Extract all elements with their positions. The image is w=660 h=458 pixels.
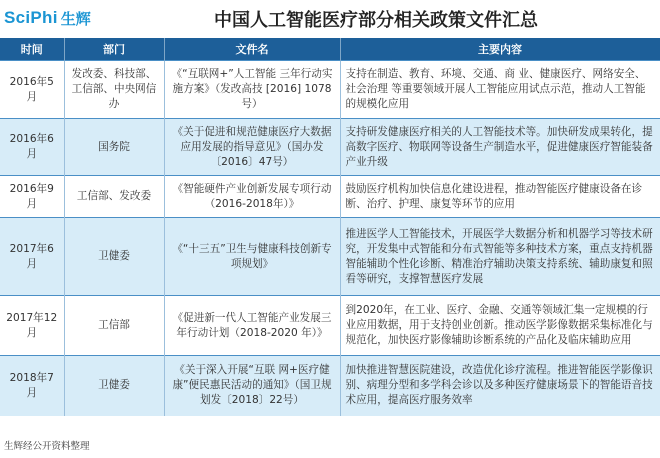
cell-content: 到2020年，在工业、医疗、金融、交通等领域汇集一定规模的行业应用数据，用于支持创业创新。推动医学影像数据采集标准化与规范化，加快医疗影像辅助诊断系统的产品化及临床辅助应用 [340, 296, 660, 356]
table-row [0, 356, 660, 416]
cell-dept: 工信部、发改委 [64, 176, 164, 218]
cell-time: 2018年7月 [0, 356, 64, 416]
table-row [0, 176, 660, 218]
cell-content: 支持在制造、教育、环境、交通、商 业、健康医疗、网络安全、社会治理 等重要领域开展人工智能应用试点示范，推动人工智能的规模化应用 [340, 61, 660, 119]
header-dept: 部门 [64, 38, 164, 61]
table-row [0, 61, 660, 119]
page-title: 中国人工智能医疗部分相关政策文件汇总 [214, 10, 538, 31]
cell-doc: 《关于促进和规范健康医疗大数据应用发展的指导意见》（国办发〔2016〕47号） [164, 119, 340, 176]
cell-dept: 国务院 [64, 119, 164, 176]
header-content: 主要内容 [340, 38, 660, 61]
header-doc: 文件名 [164, 38, 340, 61]
cell-dept: 发改委、科技部、工信部、中央网信办 [64, 61, 164, 119]
cell-doc: 《智能硬件产业创新发展专项行动（2016-2018年）》 [164, 176, 340, 218]
source-note: 生辉经公开资料整理 [4, 441, 90, 452]
cell-time: 2016年6月 [0, 119, 64, 176]
header-time: 时间 [0, 38, 64, 61]
cell-dept: 卫健委 [64, 218, 164, 296]
cell-content: 加快推进智慧医院建设，改造优化诊疗流程。推进智能医学影像识别、病理分型和多学科会诊以及多种医疗健康场景下的智能语音技术应用，提高医疗服务效率 [340, 356, 660, 416]
cell-time: 2017年12月 [0, 296, 64, 356]
cell-time: 2016年9月 [0, 176, 64, 218]
header [0, 0, 660, 40]
cell-doc: 《“互联网+”人工智能 三年行动实施方案》（发改高技 [2016] 1078号） [164, 61, 340, 119]
cell-dept: 卫健委 [64, 356, 164, 416]
cell-time: 2017年6月 [0, 218, 64, 296]
cell-dept: 工信部 [64, 296, 164, 356]
cell-time: 2016年5月 [0, 61, 64, 119]
cell-doc: 《“十三五”卫生与健康科技创新专项规划》 [164, 218, 340, 296]
brand-name-cn: 生辉 [60, 9, 91, 28]
cell-content: 推进医学人工智能技术，开展医学大数据分析和机器学习等技术研究，开发集中式智能和分布式智能等多种技术方案，重点支持机器智能辅助个性化诊断、精准治疗辅助决策支持系统、辅助康复和照看等研究，支撑智慧医疗发展 [340, 218, 660, 296]
cell-content: 支持研发健康医疗相关的人工智能技术等。加快研发成果转化，提高数字医疗、物联网等设备生产制造水平，促进健康医疗智能装备产业升级 [340, 119, 660, 176]
table-header-row [0, 38, 660, 61]
cell-doc: 《促进新一代人工智能产业发展三年行动计划（2018-2020 年）》 [164, 296, 340, 356]
cell-content: 鼓励医疗机构加快信息化建设进程，推动智能医疗健康设备在诊断、治疗、护理、康复等环节的应用 [340, 176, 660, 218]
policy-table [0, 38, 660, 416]
table-row [0, 218, 660, 296]
brand-logo [4, 6, 91, 30]
table-row [0, 119, 660, 176]
table-row [0, 296, 660, 356]
brand-name-en: SciPhi [4, 8, 58, 27]
cell-doc: 《关于深入开展“互联 网+医疗健康”便民惠民活动的通知》（国卫规划发〔2018〕22号） [164, 356, 340, 416]
